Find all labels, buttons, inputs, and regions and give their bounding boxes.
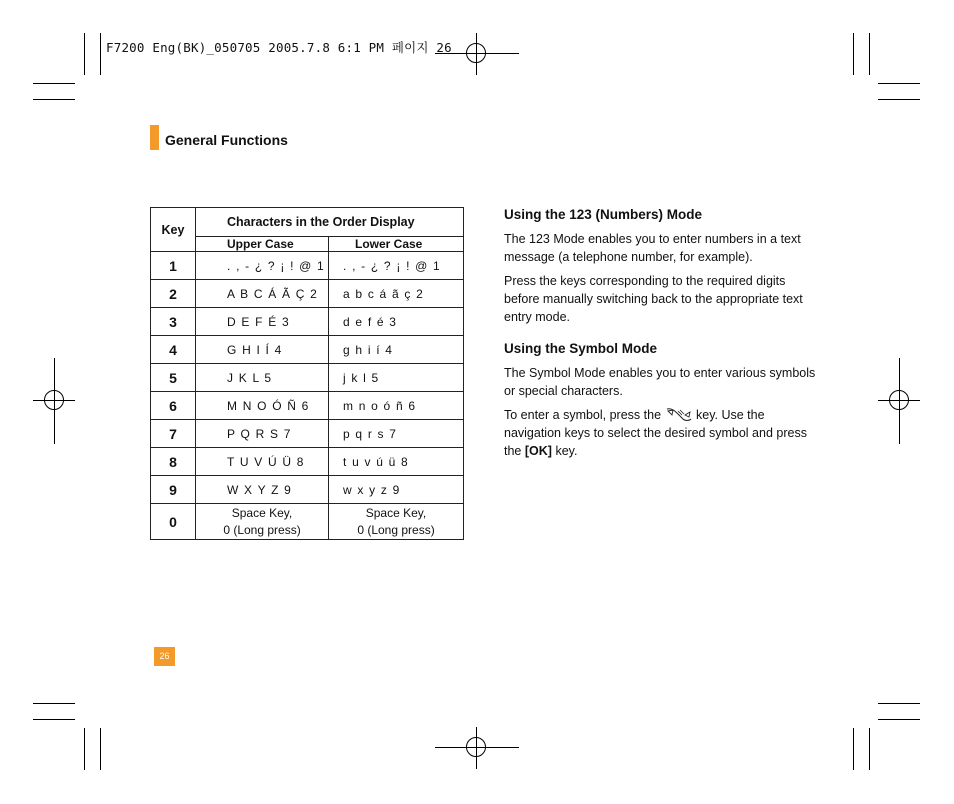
crop-mark [878, 99, 920, 100]
key-cell: 6 [151, 392, 196, 420]
crop-mark [869, 728, 870, 770]
symbol-instruction-end: key. [555, 444, 578, 458]
table-row [151, 336, 464, 364]
crop-mark [33, 99, 75, 100]
table-row [151, 476, 464, 504]
crop-mark [84, 728, 85, 770]
print-slug: F7200 Eng(BK)_050705 2005.7.8 6:1 PM 페이지 26 [106, 40, 452, 55]
upper-case-cell: T U V Ú Ü 8 [196, 448, 329, 476]
key-cell: 8 [151, 448, 196, 476]
symbol-mode-paragraph [504, 406, 824, 460]
symbol-mode-heading: Using the Symbol Mode [504, 341, 658, 356]
key-cell: 4 [151, 336, 196, 364]
registration-mark [44, 390, 64, 410]
table-subheader-row [151, 237, 464, 252]
key-cell: 9 [151, 476, 196, 504]
crop-mark [84, 33, 85, 75]
registration-mark [889, 390, 909, 410]
send-key-icon [665, 406, 693, 422]
crop-mark [33, 719, 75, 720]
right-column [504, 206, 824, 466]
lower-case-cell: Space Key, 0 (Long press) [329, 504, 464, 540]
table-row [151, 392, 464, 420]
section-title: General Functions [165, 132, 288, 148]
numbers-mode-paragraph: Press the keys corresponding to the required digits before manually switching back to the appropriate text entry mode. [504, 274, 803, 324]
upper-case-cell: M N O Ó Ñ 6 [196, 392, 329, 420]
crop-mark [100, 33, 101, 75]
upper-case-cell: A B C Á Ã Ç 2 [196, 280, 329, 308]
crop-mark [853, 33, 854, 75]
numbers-mode-heading: Using the 123 (Numbers) Mode [504, 207, 703, 222]
symbol-instruction-start: To enter a symbol, press the [504, 408, 662, 422]
key-cell: 5 [151, 364, 196, 392]
crop-mark [853, 728, 854, 770]
lower-case-cell: a b c á ã ç 2 [329, 280, 464, 308]
crop-mark [33, 703, 75, 704]
crop-mark [878, 83, 920, 84]
key-cell: 3 [151, 308, 196, 336]
upper-case-cell: W X Y Z 9 [196, 476, 329, 504]
lower-case-cell: j k l 5 [329, 364, 464, 392]
key-cell: 7 [151, 420, 196, 448]
table-row [151, 448, 464, 476]
numbers-mode-paragraph: The 123 Mode enables you to enter numbers in a text message (a telephone number, for example). [504, 232, 801, 264]
header-lower-case: Lower Case [329, 237, 464, 252]
crop-mark [33, 83, 75, 84]
lower-case-cell: w x y z 9 [329, 476, 464, 504]
upper-case-cell: . , - ¿ ? ¡ ! @ 1 [196, 252, 329, 280]
upper-case-cell: D E F É 3 [196, 308, 329, 336]
lower-case-cell: g h i í 4 [329, 336, 464, 364]
lower-case-cell: m n o ó ñ 6 [329, 392, 464, 420]
symbol-mode-paragraph: The Symbol Mode enables you to enter various symbols or special characters. [504, 366, 816, 398]
upper-case-cell: Space Key, 0 (Long press) [196, 504, 329, 540]
registration-mark [466, 737, 486, 757]
symbol-instruction-middle: key. Use the navigation keys to select the desired symbol and press the [504, 408, 807, 458]
upper-case-cell: G H I Í 4 [196, 336, 329, 364]
lower-case-cell: d e f é 3 [329, 308, 464, 336]
lower-case-cell: p q r s 7 [329, 420, 464, 448]
page-number: 26 [154, 647, 175, 666]
crop-mark [878, 719, 920, 720]
ok-key-label: [OK] [524, 444, 552, 458]
header-key: Key [151, 208, 196, 252]
upper-case-cell: J K L 5 [196, 364, 329, 392]
key-character-table [150, 207, 464, 540]
key-cell: 2 [151, 280, 196, 308]
header-upper-case: Upper Case [196, 237, 329, 252]
table-row [151, 252, 464, 280]
header-characters: Characters in the Order Display [196, 208, 464, 237]
lower-case-cell: t u v ú ü 8 [329, 448, 464, 476]
table-row [151, 504, 464, 540]
section-accent-bar [150, 125, 159, 150]
table-header-row [151, 208, 464, 237]
crop-mark [100, 728, 101, 770]
registration-mark [466, 43, 486, 63]
key-cell: 0 [151, 504, 196, 540]
key-cell: 1 [151, 252, 196, 280]
upper-case-cell: P Q R S 7 [196, 420, 329, 448]
crop-mark [878, 703, 920, 704]
table-row [151, 420, 464, 448]
table-row [151, 280, 464, 308]
table-row [151, 308, 464, 336]
crop-mark [869, 33, 870, 75]
table-row [151, 364, 464, 392]
lower-case-cell: . , - ¿ ? ¡ ! @ 1 [329, 252, 464, 280]
